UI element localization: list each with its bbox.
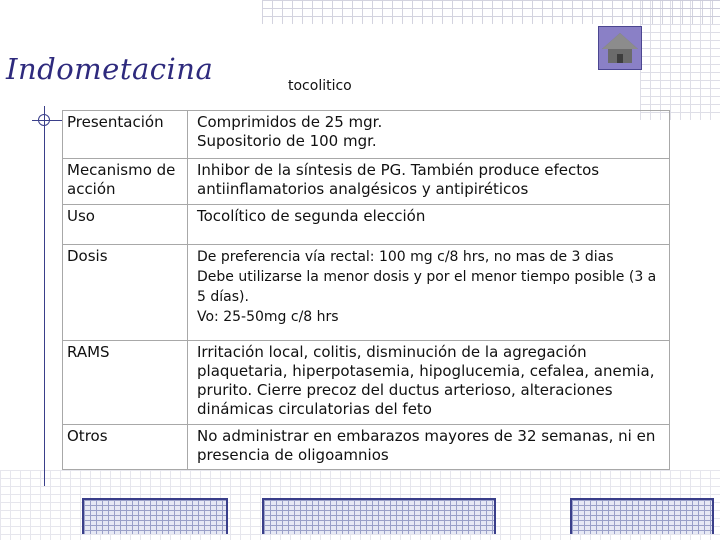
table-row <box>63 245 670 341</box>
row-label: Dosis <box>63 245 188 341</box>
value-line: Debe utilizarse la menor dosis y por el menor tiempo posible (3 a 5 días). <box>197 269 657 305</box>
footer-bar-left <box>82 498 228 534</box>
table-row <box>63 111 670 159</box>
value-line: Supositorio de 100 mgr. <box>197 132 377 150</box>
slide-subtitle: tocolitico <box>288 78 352 94</box>
table-row <box>63 425 670 470</box>
value-line: Vo: 25-50mg c/8 hrs <box>197 309 339 325</box>
row-label: Presentación <box>63 111 188 159</box>
table-row <box>63 341 670 425</box>
slide-title: Indometacina <box>6 52 214 86</box>
row-value <box>188 245 670 341</box>
drug-info-table <box>62 110 670 470</box>
home-icon <box>599 27 641 69</box>
row-label: Otros <box>63 425 188 470</box>
footer-bar-center <box>262 498 496 534</box>
row-label: RAMS <box>63 341 188 425</box>
home-button[interactable] <box>598 26 642 70</box>
row-label: Uso <box>63 205 188 245</box>
decor-vertical-line <box>44 106 45 486</box>
background-grid-right <box>640 0 720 120</box>
decor-circle <box>38 114 50 126</box>
value-line: De preferencia vía rectal: 100 mg c/8 hrs, no mas de 3 dias <box>197 249 614 265</box>
footer-bar-right <box>570 498 714 534</box>
row-value: Tocolítico de segunda elección <box>188 205 670 245</box>
row-value: Irritación local, colitis, disminución de la agregación plaquetaria, hiperpotasemia, hipoglucemia, cefalea, anemia, prurito. Cierre precoz del ductus arterioso, alteraciones dinámicas circulatorias del feto <box>188 341 670 425</box>
row-value: Inhibor de la síntesis de PG. También produce efectos antiinflamatorios analgésicos y antipiréticos <box>188 159 670 205</box>
table-row <box>63 159 670 205</box>
row-value <box>188 111 670 159</box>
table-row <box>63 205 670 245</box>
row-label: Mecanismo de acción <box>63 159 188 205</box>
row-value: No administrar en embarazos mayores de 32 semanas, ni en presencia de oligoamnios <box>188 425 670 470</box>
value-line: Comprimidos de 25 mgr. <box>197 113 383 131</box>
